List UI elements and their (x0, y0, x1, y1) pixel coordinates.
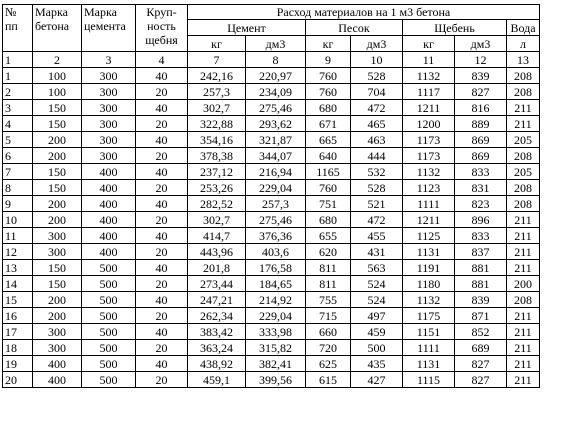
gravel-size-cell: 20 (136, 116, 188, 132)
gravel-size-cell: 20 (136, 372, 188, 388)
gravel-dm3-cell: 827 (455, 356, 507, 372)
column-number-cell: 7 (188, 52, 246, 68)
concrete-grade-cell: 400 (33, 372, 82, 388)
cement-dm3-cell: 399,56 (246, 372, 306, 388)
sand-kg-cell: 660 (306, 324, 351, 340)
header-consumption-title: Расход материалов на 1 м3 бетона (188, 5, 540, 20)
gravel-size-cell: 40 (136, 260, 188, 276)
sand-kg-cell: 811 (306, 276, 351, 292)
row-number-cell: 8 (3, 180, 33, 196)
gravel-dm3-cell: 889 (455, 116, 507, 132)
cement-dm3-cell: 275,46 (246, 100, 306, 116)
gravel-size-cell: 40 (136, 68, 188, 84)
gravel-size-cell: 20 (136, 180, 188, 196)
gravel-dm3-cell: 831 (455, 180, 507, 196)
sand-kg-cell: 655 (306, 228, 351, 244)
gravel-dm3-cell: 827 (455, 84, 507, 100)
gravel-dm3-cell: 869 (455, 132, 507, 148)
concrete-grade-cell: 100 (33, 84, 82, 100)
concrete-grade-cell: 300 (33, 228, 82, 244)
row-number-cell: 15 (3, 292, 33, 308)
gravel-dm3-cell: 816 (455, 100, 507, 116)
sand-kg-cell: 751 (306, 196, 351, 212)
gravel-kg-cell: 1125 (403, 228, 455, 244)
row-number-cell: 7 (3, 164, 33, 180)
gravel-size-cell: 20 (136, 244, 188, 260)
cement-kg-cell: 383,42 (188, 324, 246, 340)
sand-dm3-cell: 472 (351, 100, 403, 116)
gravel-kg-cell: 1175 (403, 308, 455, 324)
cement-grade-cell: 400 (82, 164, 136, 180)
cement-kg-cell: 302,7 (188, 100, 246, 116)
cement-grade-cell: 500 (82, 340, 136, 356)
sand-dm3-cell: 455 (351, 228, 403, 244)
table-row (3, 308, 540, 324)
cement-grade-cell: 500 (82, 276, 136, 292)
gravel-dm3-cell: 896 (455, 212, 507, 228)
cement-kg-cell: 237,12 (188, 164, 246, 180)
gravel-kg-cell: 1173 (403, 132, 455, 148)
column-number-cell: 11 (403, 52, 455, 68)
unit-cell: кг (403, 36, 455, 52)
cement-kg-cell: 322,88 (188, 116, 246, 132)
concrete-grade-cell: 400 (33, 356, 82, 372)
water-l-cell: 208 (507, 148, 540, 164)
row-number-cell: 12 (3, 244, 33, 260)
cement-dm3-cell: 315,82 (246, 340, 306, 356)
table-row (3, 100, 540, 116)
header-gravel-size: Круп- ность щебня (136, 5, 188, 52)
table-row (3, 260, 540, 276)
water-l-cell: 208 (507, 292, 540, 308)
cement-dm3-cell: 344,07 (246, 148, 306, 164)
cement-dm3-cell: 184,65 (246, 276, 306, 292)
table-row (3, 292, 540, 308)
cement-kg-cell: 262,34 (188, 308, 246, 324)
table-body (3, 68, 540, 388)
table-row (3, 116, 540, 132)
cement-kg-cell: 438,92 (188, 356, 246, 372)
sand-dm3-cell: 528 (351, 68, 403, 84)
cement-dm3-cell: 333,98 (246, 324, 306, 340)
water-l-cell: 211 (507, 212, 540, 228)
water-l-cell: 205 (507, 164, 540, 180)
cement-dm3-cell: 275,46 (246, 212, 306, 228)
gravel-dm3-cell: 869 (455, 148, 507, 164)
column-number-cell: 4 (136, 52, 188, 68)
gravel-size-cell: 20 (136, 308, 188, 324)
gravel-size-cell: 20 (136, 340, 188, 356)
gravel-size-cell: 20 (136, 148, 188, 164)
gravel-dm3-cell: 689 (455, 340, 507, 356)
cement-grade-cell: 300 (82, 148, 136, 164)
row-number-cell: 9 (3, 196, 33, 212)
sand-dm3-cell: 472 (351, 212, 403, 228)
concrete-grade-cell: 200 (33, 292, 82, 308)
row-number-cell: 6 (3, 148, 33, 164)
sand-dm3-cell: 459 (351, 324, 403, 340)
gravel-dm3-cell: 839 (455, 292, 507, 308)
gravel-size-cell: 20 (136, 276, 188, 292)
table-row (3, 148, 540, 164)
sand-dm3-cell: 528 (351, 180, 403, 196)
row-number-cell: 20 (3, 372, 33, 388)
cement-grade-cell: 400 (82, 212, 136, 228)
water-l-cell: 205 (507, 132, 540, 148)
unit-cell: л (507, 36, 540, 52)
concrete-grade-cell: 150 (33, 260, 82, 276)
cement-grade-cell: 500 (82, 356, 136, 372)
gravel-dm3-cell: 833 (455, 164, 507, 180)
water-l-cell: 211 (507, 340, 540, 356)
cement-kg-cell: 459,1 (188, 372, 246, 388)
concrete-grade-cell: 300 (33, 324, 82, 340)
gravel-size-cell: 40 (136, 228, 188, 244)
gravel-kg-cell: 1111 (403, 340, 455, 356)
cement-dm3-cell: 229,04 (246, 180, 306, 196)
concrete-grade-cell: 200 (33, 308, 82, 324)
cement-kg-cell: 247,21 (188, 292, 246, 308)
gravel-kg-cell: 1132 (403, 292, 455, 308)
water-l-cell: 211 (507, 308, 540, 324)
gravel-kg-cell: 1111 (403, 196, 455, 212)
row-number-cell: 4 (3, 116, 33, 132)
gravel-dm3-cell: 823 (455, 196, 507, 212)
gravel-size-cell: 20 (136, 84, 188, 100)
cement-dm3-cell: 321,87 (246, 132, 306, 148)
unit-cell: дм3 (455, 36, 507, 52)
cement-dm3-cell: 234,09 (246, 84, 306, 100)
cement-kg-cell: 273,44 (188, 276, 246, 292)
cement-kg-cell: 302,7 (188, 212, 246, 228)
sand-dm3-cell: 463 (351, 132, 403, 148)
cement-kg-cell: 414,7 (188, 228, 246, 244)
cement-kg-cell: 443,96 (188, 244, 246, 260)
table-row (3, 356, 540, 372)
gravel-kg-cell: 1115 (403, 372, 455, 388)
table-row (3, 276, 540, 292)
cement-dm3-cell: 293,62 (246, 116, 306, 132)
sand-dm3-cell: 524 (351, 276, 403, 292)
sand-kg-cell: 811 (306, 260, 351, 276)
cement-grade-cell: 300 (82, 68, 136, 84)
sand-kg-cell: 760 (306, 68, 351, 84)
column-number-cell: 10 (351, 52, 403, 68)
table-row (3, 228, 540, 244)
sand-kg-cell: 760 (306, 84, 351, 100)
table-row (3, 180, 540, 196)
gravel-kg-cell: 1180 (403, 276, 455, 292)
column-number-cell: 13 (507, 52, 540, 68)
sand-kg-cell: 640 (306, 148, 351, 164)
concrete-grade-cell: 200 (33, 148, 82, 164)
water-l-cell: 208 (507, 196, 540, 212)
cement-dm3-cell: 403,6 (246, 244, 306, 260)
concrete-grade-cell: 200 (33, 212, 82, 228)
unit-cell: дм3 (246, 36, 306, 52)
concrete-grade-cell: 300 (33, 244, 82, 260)
cement-grade-cell: 500 (82, 372, 136, 388)
water-l-cell: 200 (507, 276, 540, 292)
header-row-1 (3, 5, 540, 20)
table-row (3, 212, 540, 228)
sand-dm3-cell: 521 (351, 196, 403, 212)
sand-kg-cell: 760 (306, 180, 351, 196)
sand-kg-cell: 665 (306, 132, 351, 148)
cement-dm3-cell: 257,3 (246, 196, 306, 212)
sand-kg-cell: 1165 (306, 164, 351, 180)
header-group-cement: Цемент (188, 20, 306, 36)
cement-grade-cell: 400 (82, 180, 136, 196)
concrete-grade-cell: 150 (33, 164, 82, 180)
water-l-cell: 211 (507, 356, 540, 372)
gravel-dm3-cell: 827 (455, 372, 507, 388)
sand-kg-cell: 671 (306, 116, 351, 132)
gravel-size-cell: 40 (136, 100, 188, 116)
cement-kg-cell: 201,8 (188, 260, 246, 276)
cement-grade-cell: 300 (82, 84, 136, 100)
column-number-row (3, 52, 540, 68)
sand-kg-cell: 680 (306, 212, 351, 228)
gravel-kg-cell: 1191 (403, 260, 455, 276)
gravel-size-cell: 40 (136, 164, 188, 180)
sand-dm3-cell: 524 (351, 292, 403, 308)
water-l-cell: 211 (507, 228, 540, 244)
gravel-kg-cell: 1123 (403, 180, 455, 196)
cement-grade-cell: 500 (82, 324, 136, 340)
cement-dm3-cell: 382,41 (246, 356, 306, 372)
column-number-cell: 12 (455, 52, 507, 68)
concrete-grade-cell: 150 (33, 180, 82, 196)
gravel-kg-cell: 1173 (403, 148, 455, 164)
gravel-dm3-cell: 837 (455, 244, 507, 260)
column-number-cell: 3 (82, 52, 136, 68)
concrete-grade-cell: 200 (33, 132, 82, 148)
cement-kg-cell: 282,52 (188, 196, 246, 212)
row-number-cell: 5 (3, 132, 33, 148)
gravel-size-cell: 40 (136, 292, 188, 308)
row-number-cell: 19 (3, 356, 33, 372)
header-concrete-grade: Марка бетона (33, 5, 82, 52)
gravel-kg-cell: 1132 (403, 68, 455, 84)
cement-grade-cell: 500 (82, 308, 136, 324)
gravel-dm3-cell: 871 (455, 308, 507, 324)
gravel-kg-cell: 1131 (403, 244, 455, 260)
row-number-cell: 17 (3, 324, 33, 340)
cement-grade-cell: 400 (82, 196, 136, 212)
cement-grade-cell: 300 (82, 100, 136, 116)
gravel-size-cell: 20 (136, 212, 188, 228)
gravel-kg-cell: 1117 (403, 84, 455, 100)
water-l-cell: 211 (507, 372, 540, 388)
cement-dm3-cell: 216,94 (246, 164, 306, 180)
cement-grade-cell: 400 (82, 244, 136, 260)
row-number-cell: 10 (3, 212, 33, 228)
gravel-kg-cell: 1211 (403, 212, 455, 228)
sand-dm3-cell: 497 (351, 308, 403, 324)
concrete-grade-cell: 100 (33, 68, 82, 84)
concrete-grade-cell: 300 (33, 340, 82, 356)
water-l-cell: 208 (507, 180, 540, 196)
sand-kg-cell: 715 (306, 308, 351, 324)
gravel-size-cell: 40 (136, 324, 188, 340)
sand-kg-cell: 755 (306, 292, 351, 308)
row-number-cell: 1 (3, 68, 33, 84)
gravel-kg-cell: 1151 (403, 324, 455, 340)
water-l-cell: 211 (507, 244, 540, 260)
concrete-grade-cell: 150 (33, 276, 82, 292)
cement-dm3-cell: 229,04 (246, 308, 306, 324)
water-l-cell: 211 (507, 260, 540, 276)
gravel-dm3-cell: 839 (455, 68, 507, 84)
concrete-grade-cell: 150 (33, 116, 82, 132)
water-l-cell: 208 (507, 68, 540, 84)
row-number-cell: 3 (3, 100, 33, 116)
cement-kg-cell: 242,16 (188, 68, 246, 84)
cement-kg-cell: 253,26 (188, 180, 246, 196)
gravel-kg-cell: 1132 (403, 164, 455, 180)
row-number-cell: 18 (3, 340, 33, 356)
column-number-cell: 8 (246, 52, 306, 68)
table-row (3, 372, 540, 388)
header-group-sand: Песок (306, 20, 403, 36)
header-row-number: № пп (3, 5, 33, 52)
cement-dm3-cell: 176,58 (246, 260, 306, 276)
gravel-dm3-cell: 881 (455, 276, 507, 292)
gravel-kg-cell: 1211 (403, 100, 455, 116)
column-number-cell: 2 (33, 52, 82, 68)
cement-dm3-cell: 376,36 (246, 228, 306, 244)
table-row (3, 132, 540, 148)
cement-grade-cell: 300 (82, 132, 136, 148)
gravel-kg-cell: 1200 (403, 116, 455, 132)
table-row (3, 68, 540, 84)
cement-kg-cell: 378,38 (188, 148, 246, 164)
gravel-size-cell: 40 (136, 132, 188, 148)
cement-kg-cell: 354,16 (188, 132, 246, 148)
cement-kg-cell: 363,24 (188, 340, 246, 356)
sand-kg-cell: 720 (306, 340, 351, 356)
cement-grade-cell: 500 (82, 260, 136, 276)
row-number-cell: 11 (3, 228, 33, 244)
water-l-cell: 211 (507, 116, 540, 132)
concrete-grade-cell: 150 (33, 100, 82, 116)
column-number-cell: 1 (3, 52, 33, 68)
sand-dm3-cell: 444 (351, 148, 403, 164)
column-number-cell: 9 (306, 52, 351, 68)
cement-grade-cell: 300 (82, 116, 136, 132)
gravel-kg-cell: 1131 (403, 356, 455, 372)
unit-cell: дм3 (351, 36, 403, 52)
water-l-cell: 211 (507, 324, 540, 340)
sand-kg-cell: 620 (306, 244, 351, 260)
header-group-gravel: Щебень (403, 20, 507, 36)
concrete-mix-table (2, 4, 540, 388)
gravel-size-cell: 40 (136, 196, 188, 212)
gravel-dm3-cell: 833 (455, 228, 507, 244)
cement-grade-cell: 500 (82, 292, 136, 308)
sand-kg-cell: 625 (306, 356, 351, 372)
gravel-dm3-cell: 881 (455, 260, 507, 276)
sand-dm3-cell: 532 (351, 164, 403, 180)
water-l-cell: 211 (507, 100, 540, 116)
table-row (3, 84, 540, 100)
sand-dm3-cell: 431 (351, 244, 403, 260)
table-row (3, 324, 540, 340)
row-number-cell: 16 (3, 308, 33, 324)
header-group-water: Вода (507, 20, 540, 36)
unit-cell: кг (306, 36, 351, 52)
row-number-cell: 13 (3, 260, 33, 276)
cement-kg-cell: 257,3 (188, 84, 246, 100)
gravel-size-cell: 40 (136, 356, 188, 372)
sand-kg-cell: 680 (306, 100, 351, 116)
sand-dm3-cell: 465 (351, 116, 403, 132)
sand-dm3-cell: 500 (351, 340, 403, 356)
sand-dm3-cell: 563 (351, 260, 403, 276)
table-row (3, 164, 540, 180)
row-number-cell: 14 (3, 276, 33, 292)
table-row (3, 196, 540, 212)
sand-dm3-cell: 435 (351, 356, 403, 372)
header-cement-grade: Марка цемента (82, 5, 136, 52)
water-l-cell: 208 (507, 84, 540, 100)
sand-kg-cell: 615 (306, 372, 351, 388)
row-number-cell: 2 (3, 84, 33, 100)
table-row (3, 340, 540, 356)
table-row (3, 244, 540, 260)
concrete-grade-cell: 200 (33, 196, 82, 212)
cement-dm3-cell: 220,97 (246, 68, 306, 84)
sand-dm3-cell: 704 (351, 84, 403, 100)
unit-cell: кг (188, 36, 246, 52)
gravel-dm3-cell: 852 (455, 324, 507, 340)
cement-dm3-cell: 214,92 (246, 292, 306, 308)
sand-dm3-cell: 427 (351, 372, 403, 388)
cement-grade-cell: 400 (82, 228, 136, 244)
